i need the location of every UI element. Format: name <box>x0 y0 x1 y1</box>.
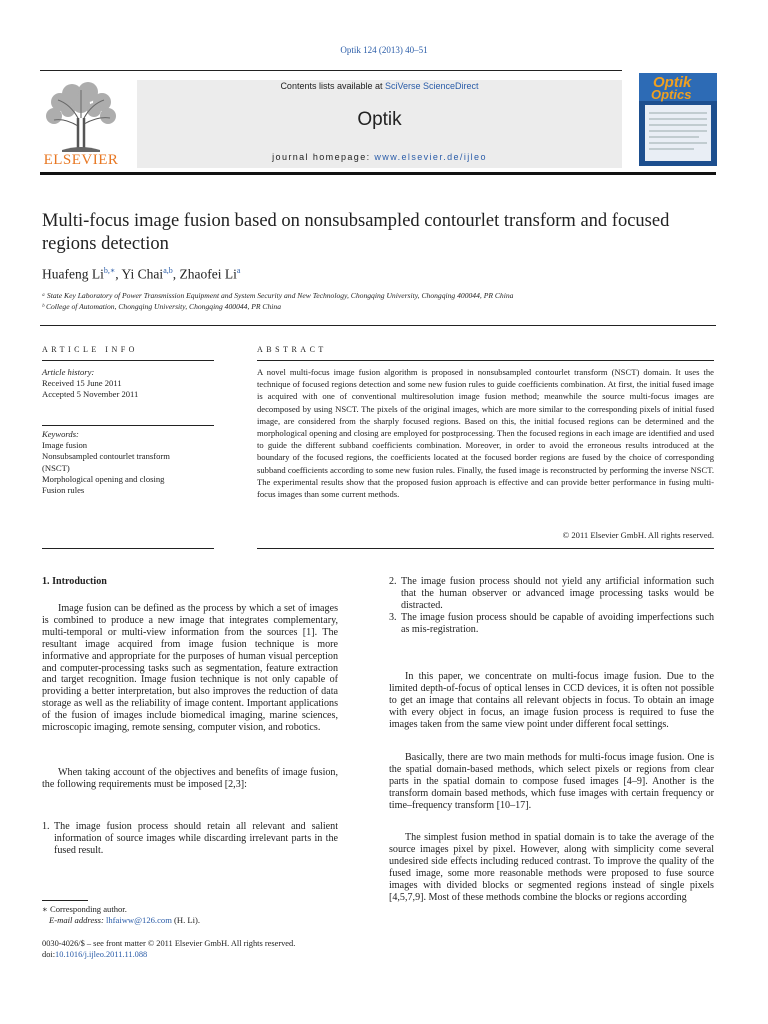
article-history <box>42 367 217 401</box>
author-name: Zhaofei Li <box>179 266 237 282</box>
list-text: The image fusion process should be capable of avoiding imperfections such as mis-registration. <box>401 611 714 635</box>
section-heading-introduction: 1. Introduction <box>42 576 107 587</box>
page-footer <box>42 938 362 960</box>
homepage-prefix: journal homepage: <box>272 152 375 162</box>
contents-prefix: Contents lists available at <box>280 81 385 91</box>
affiliation-a: ᵃ State Key Laboratory of Power Transmission Equipment and System Security and New Technology, Chongqing University, Chongqing 400044, PR China <box>42 291 514 300</box>
cover-title-2: Optics <box>651 87 692 102</box>
author-name: Yi Chai <box>121 266 164 282</box>
email-suffix: (H. Li). <box>171 914 201 925</box>
body-paragraph: Image fusion can be defined as the process by which a set of images is combined to produce a new image that integrates complementary, multi-temporal or multi-view information from the sources [1]. The resultant image acquired from image fusion technique is more informative and appropriate for the purposes of human visual perception and computer-processing tasks such as segmentation, feature extraction and target recognition. Image fusion technique is not only capable of providing a better interpretation, but also improves the reduction of data storage as well as the reliability of image content. Important applications of the fusion of images include biomedical imaging, marine sciences, microscopic imaging, remote sensing, computer vision, and robotics. <box>42 603 338 734</box>
publisher-name: ELSEVIER <box>43 152 119 168</box>
list-item <box>389 576 714 612</box>
list-number: 3. <box>389 611 397 623</box>
article-info-rule <box>42 548 214 549</box>
journal-cover-image <box>639 73 717 166</box>
doi-prefix: doi: <box>42 950 56 959</box>
author-affiliation-mark[interactable]: a <box>236 266 241 275</box>
cover-title-1: Optik <box>653 74 692 91</box>
body-paragraph: In this paper, we concentrate on multi-focus image fusion. Due to the limited depth-of-focus of optical lenses in CCD devices, it is often not possible to get an image that contains all relevant objects in focus. To obtain an image with every object in focus, an image fusion process is required to fuse the images taken from the same view point under different focal settings. <box>389 671 714 730</box>
abstract-text: A novel multi-focus image fusion algorithm is proposed in nonsubsampled contourlet transform (NSCT) domain. It uses the technique of focused regions detection and some new fusion rules to guide coefficients combination. At first, the initial fused image is acquired with one of conventional multiresolution image fusion method; meanwhile the source multi-focus images are decomposed by using NSCT. The pixels of the original images, which are more similar to the corresponding pixels of initial fused image, are considered from the sharply focused regions. Based on this, the initial focused regions can be determined and the morphological opening and closing are employed for postprocessing. Then the focused regions in each image are identified and used to guide the different subband coefficients combination. Moreover, in order to avoid the erroneous results introduced at the boundary of the focused regions, the coefficients located at the focused border regions are fused by the choice of corresponding subband coefficients according to some new fusion rules. Finally, the fused image is reconstructed by performing the inverse NSCT. The experimental results show that the proposed fusion approach is effective and can provide better performance in fusing multi-focus images than some current methods. <box>257 367 714 500</box>
corresponding-author-note: ∗ Corresponding author. <box>42 904 127 914</box>
issn-line: 0030-4026/$ – see front matter © 2011 Elsevier GmbH. All rights reserved. <box>42 939 296 948</box>
header-thick-rule <box>40 172 716 175</box>
journal-citation[interactable]: Optik 124 (2013) 40–51 <box>340 45 428 55</box>
requirements-list <box>389 576 714 636</box>
list-text: The image fusion process should not yield any artificial information such that the human observer or advanced image processing tasks would be distracted. <box>401 576 714 611</box>
list-text: The image fusion process should retain all relevant and salient information of source images while discarding irrelevant parts in the fused result. <box>54 821 338 856</box>
email-line <box>42 915 338 926</box>
author-name: Huafeng Li <box>42 266 104 282</box>
keywords <box>42 429 217 496</box>
history-label: Article history: <box>42 367 95 377</box>
paper-title: Multi-focus image fusion based on nonsubsampled contourlet transform and focused regions detection <box>42 211 670 254</box>
author-affiliation-mark[interactable]: a,b <box>163 266 173 275</box>
mid-rule <box>40 325 716 326</box>
body-paragraph: When taking account of the objectives and benefits of image fusion, the following requirements must be imposed [2,3]: <box>42 767 338 790</box>
email-link[interactable]: lhfaiww@126.com <box>105 914 172 925</box>
journal-name: Optik <box>357 109 402 130</box>
accepted-date: Accepted 5 November 2011 <box>42 389 139 400</box>
author-list <box>42 266 240 283</box>
email-label: E-mail address: <box>49 914 106 925</box>
keyword-item: Nonsubsampled contourlet transform <box>42 451 170 462</box>
doi-link[interactable]: 10.1016/j.ijleo.2011.11.088 <box>55 950 148 959</box>
abstract-rule <box>257 360 714 361</box>
author-affiliation-mark[interactable]: b,∗ <box>103 266 116 275</box>
abstract-heading: ABSTRACT <box>257 345 327 354</box>
contents-line <box>137 81 622 91</box>
keyword-item: (NSCT) <box>42 462 70 473</box>
keyword-item: Image fusion <box>42 440 88 451</box>
keyword-item: Morphological opening and closing <box>42 473 165 484</box>
requirements-list <box>42 821 338 857</box>
article-info-rule <box>42 425 214 426</box>
doi-line <box>42 949 362 960</box>
top-rule <box>40 70 622 71</box>
keywords-label: Keywords: <box>42 429 79 439</box>
author-separator: , <box>115 266 122 282</box>
sciencedirect-link[interactable]: SciVerse ScienceDirect <box>385 81 479 91</box>
list-number: 2. <box>389 576 397 587</box>
footnote-rule <box>42 900 88 901</box>
author-separator: , <box>172 266 180 282</box>
article-info-heading: ARTICLE INFO <box>42 345 138 354</box>
received-date: Received 15 June 2011 <box>42 378 122 389</box>
body-paragraph: Basically, there are two main methods for multi-focus image fusion. One is the spatial domain-based methods, which select pixels or regions from clear parts in the spatial domain to compose fused images [4–9]. Another is the transform domain based methods, which fuse images with certain frequency or time–frequency transform [10–17]. <box>389 752 714 811</box>
abstract-rule <box>257 548 714 549</box>
body-paragraph: The simplest fusion method in spatial domain is to take the average of the source images pixel by pixel. However, along with simplicity come several undesired side effects including reduced contrast. To improve the quality of the fused image, some more reasonable methods were proposed to fuse source images with divided blocks or segmented regions instead of single pixels [4,5,7,9]. Most of these methods combine the blocks or regions according <box>389 832 714 903</box>
abstract-copyright: © 2011 Elsevier GmbH. All rights reserved. <box>562 530 714 540</box>
list-number: 1. <box>42 821 50 832</box>
homepage-line <box>137 152 622 162</box>
keyword-item: Fusion rules <box>42 485 85 496</box>
list-item <box>389 612 714 636</box>
article-info-rule <box>42 360 214 361</box>
footnote <box>42 904 338 925</box>
affiliation-b: ᵇ College of Automation, Chongqing University, Chongqing 400044, PR China <box>42 302 281 311</box>
list-item <box>42 821 338 857</box>
homepage-link[interactable]: www.elsevier.de/ijleo <box>374 152 487 162</box>
